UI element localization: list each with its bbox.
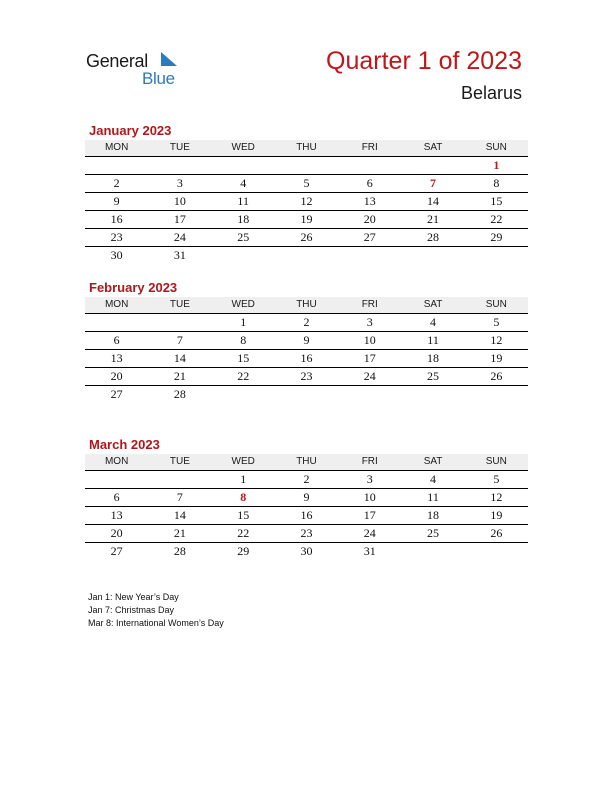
day-cell: 16 bbox=[110, 212, 123, 226]
empty-day-cell bbox=[401, 157, 464, 174]
brand-logo bbox=[86, 51, 196, 91]
empty-day-cell bbox=[338, 386, 401, 403]
weekday-label: SAT bbox=[423, 456, 443, 467]
day-cell: 9 bbox=[303, 490, 310, 504]
weekday-label: TUE bbox=[169, 299, 190, 310]
empty-day-cell bbox=[338, 247, 401, 264]
empty-day-cell bbox=[85, 471, 148, 488]
day-cell: 28 bbox=[173, 387, 186, 401]
day-cell: 3 bbox=[366, 472, 373, 486]
week-row bbox=[85, 543, 528, 560]
weekday-label: TUE bbox=[169, 142, 190, 153]
weekday-label: SAT bbox=[423, 142, 443, 153]
day-cell: 18 bbox=[427, 351, 440, 365]
day-cell: 5 bbox=[303, 176, 310, 190]
day-cell: 15 bbox=[237, 351, 250, 365]
week-row bbox=[85, 175, 528, 193]
weekday-label: WED bbox=[231, 142, 255, 153]
day-cell: 30 bbox=[110, 248, 123, 262]
day-cell: 4 bbox=[240, 176, 247, 190]
day-cell: 1 bbox=[240, 315, 247, 329]
weekday-label: SUN bbox=[485, 456, 507, 467]
day-cell: 6 bbox=[113, 333, 120, 347]
month-calendar-january bbox=[85, 122, 528, 264]
day-cell: 22 bbox=[490, 212, 503, 226]
month-calendar-march bbox=[85, 436, 528, 560]
day-cell: 3 bbox=[366, 315, 373, 329]
week-row bbox=[85, 247, 528, 264]
day-cell: 29 bbox=[237, 544, 250, 558]
day-cell: 7 bbox=[176, 490, 183, 504]
weekday-label: FRI bbox=[361, 456, 378, 467]
day-cell: 19 bbox=[300, 212, 313, 226]
empty-day-cell bbox=[212, 157, 275, 174]
day-cell: 28 bbox=[427, 230, 440, 244]
day-cell: 19 bbox=[490, 508, 503, 522]
day-cell: 17 bbox=[363, 508, 376, 522]
day-cell: 25 bbox=[427, 526, 440, 540]
day-cell: 12 bbox=[490, 490, 503, 504]
day-cell: 8 bbox=[240, 333, 247, 347]
weekday-header-row bbox=[85, 454, 528, 471]
week-row bbox=[85, 229, 528, 247]
day-cell: 31 bbox=[173, 248, 186, 262]
day-cell: 5 bbox=[493, 315, 500, 329]
day-cell: 9 bbox=[303, 333, 310, 347]
day-cell: 3 bbox=[176, 176, 183, 190]
day-cell: 14 bbox=[173, 508, 186, 522]
page-title: Quarter 1 of 2023 bbox=[326, 47, 522, 75]
logo-text-blue: Blue bbox=[142, 69, 175, 88]
weekday-label: SUN bbox=[485, 142, 507, 153]
day-cell: 12 bbox=[490, 333, 503, 347]
day-cell: 19 bbox=[490, 351, 503, 365]
day-cell: 18 bbox=[427, 508, 440, 522]
week-row bbox=[85, 314, 528, 332]
day-cell: 4 bbox=[430, 472, 437, 486]
logo-triangle-icon bbox=[159, 52, 179, 70]
country-name: Belarus bbox=[460, 83, 522, 103]
day-cell: 2 bbox=[303, 472, 310, 486]
day-cell: 16 bbox=[300, 351, 313, 365]
day-cell: 8 bbox=[493, 176, 500, 190]
day-cell: 24 bbox=[363, 526, 376, 540]
empty-day-cell bbox=[148, 157, 211, 174]
weekday-label: THU bbox=[296, 456, 317, 467]
empty-day-cell bbox=[338, 157, 401, 174]
day-cell: 26 bbox=[490, 369, 503, 383]
day-cell: 7 bbox=[176, 333, 183, 347]
day-cell: 11 bbox=[427, 333, 439, 347]
weekday-label: SAT bbox=[423, 299, 443, 310]
day-cell: 15 bbox=[490, 194, 503, 208]
day-cell: 17 bbox=[363, 351, 376, 365]
empty-day-cell bbox=[212, 386, 275, 403]
week-row bbox=[85, 525, 528, 543]
week-row bbox=[85, 350, 528, 368]
weekday-label: MON bbox=[104, 456, 129, 467]
day-cell: 21 bbox=[173, 369, 186, 383]
weekday-label: FRI bbox=[361, 299, 378, 310]
weekday-label: WED bbox=[231, 299, 255, 310]
empty-day-cell bbox=[465, 386, 528, 403]
day-cell: 1 bbox=[240, 472, 247, 486]
month-title: March 2023 bbox=[89, 437, 160, 452]
empty-day-cell bbox=[148, 471, 211, 488]
empty-day-cell bbox=[85, 157, 148, 174]
holiday-day-cell: 8 bbox=[240, 490, 247, 504]
empty-day-cell bbox=[401, 543, 464, 560]
day-cell: 24 bbox=[173, 230, 186, 244]
weekday-label: THU bbox=[296, 142, 317, 153]
day-cell: 15 bbox=[237, 508, 250, 522]
holiday-day-cell: 7 bbox=[430, 176, 437, 190]
month-calendar-february bbox=[85, 279, 528, 403]
empty-day-cell bbox=[465, 247, 528, 264]
weekday-label: MON bbox=[104, 142, 129, 153]
weekday-label: MON bbox=[104, 299, 129, 310]
day-cell: 5 bbox=[493, 472, 500, 486]
day-cell: 23 bbox=[300, 526, 313, 540]
day-cell: 27 bbox=[110, 387, 123, 401]
holiday-notes bbox=[88, 591, 224, 630]
month-title: February 2023 bbox=[89, 280, 178, 295]
empty-day-cell bbox=[401, 247, 464, 264]
day-cell: 11 bbox=[237, 194, 249, 208]
day-cell: 4 bbox=[430, 315, 437, 329]
day-cell: 26 bbox=[490, 526, 503, 540]
day-cell: 13 bbox=[363, 194, 376, 208]
day-cell: 18 bbox=[237, 212, 250, 226]
day-cell: 21 bbox=[427, 212, 440, 226]
empty-day-cell bbox=[275, 247, 338, 264]
day-cell: 6 bbox=[366, 176, 373, 190]
holiday-note: Jan 1: New Year’s Day bbox=[88, 592, 179, 602]
day-cell: 17 bbox=[173, 212, 186, 226]
day-cell: 25 bbox=[237, 230, 250, 244]
day-cell: 20 bbox=[363, 212, 376, 226]
day-cell: 14 bbox=[427, 194, 440, 208]
weekday-label: TUE bbox=[169, 456, 190, 467]
day-cell: 14 bbox=[173, 351, 186, 365]
month-title: January 2023 bbox=[89, 123, 172, 138]
day-cell: 12 bbox=[300, 194, 313, 208]
day-cell: 27 bbox=[110, 544, 123, 558]
day-cell: 23 bbox=[110, 230, 123, 244]
weekday-label: SUN bbox=[485, 299, 507, 310]
day-cell: 20 bbox=[110, 526, 123, 540]
weekday-header-row bbox=[85, 297, 528, 314]
week-row bbox=[85, 211, 528, 229]
day-cell: 10 bbox=[173, 194, 186, 208]
week-row bbox=[85, 471, 528, 489]
empty-day-cell bbox=[148, 314, 211, 331]
day-cell: 24 bbox=[363, 369, 376, 383]
week-row bbox=[85, 332, 528, 350]
weekday-label: WED bbox=[231, 456, 255, 467]
empty-day-cell bbox=[465, 543, 528, 560]
week-row bbox=[85, 193, 528, 211]
week-row bbox=[85, 368, 528, 386]
day-cell: 21 bbox=[173, 526, 186, 540]
day-cell: 27 bbox=[363, 230, 376, 244]
holiday-note: Mar 8: International Women’s Day bbox=[88, 618, 224, 628]
day-cell: 25 bbox=[427, 369, 440, 383]
week-row bbox=[85, 157, 528, 175]
day-cell: 22 bbox=[237, 369, 250, 383]
day-cell: 23 bbox=[300, 369, 313, 383]
day-cell: 16 bbox=[300, 508, 313, 522]
day-cell: 10 bbox=[363, 333, 376, 347]
day-cell: 2 bbox=[113, 176, 120, 190]
day-cell: 31 bbox=[363, 544, 376, 558]
empty-day-cell bbox=[275, 157, 338, 174]
weekday-header-row bbox=[85, 140, 528, 157]
weekday-label: THU bbox=[296, 299, 317, 310]
day-cell: 26 bbox=[300, 230, 313, 244]
empty-day-cell bbox=[212, 247, 275, 264]
empty-day-cell bbox=[401, 386, 464, 403]
day-cell: 13 bbox=[110, 508, 123, 522]
day-cell: 22 bbox=[237, 526, 250, 540]
week-row bbox=[85, 386, 528, 403]
day-cell: 11 bbox=[427, 490, 439, 504]
day-cell: 10 bbox=[363, 490, 376, 504]
weekday-label: FRI bbox=[361, 142, 378, 153]
empty-day-cell bbox=[275, 386, 338, 403]
day-cell: 9 bbox=[113, 194, 120, 208]
day-cell: 20 bbox=[110, 369, 123, 383]
logo-text-general: General bbox=[86, 51, 148, 71]
empty-day-cell bbox=[85, 314, 148, 331]
week-row bbox=[85, 507, 528, 525]
day-cell: 30 bbox=[300, 544, 313, 558]
day-cell: 6 bbox=[113, 490, 120, 504]
week-row bbox=[85, 489, 528, 507]
holiday-day-cell: 1 bbox=[493, 158, 500, 172]
day-cell: 28 bbox=[173, 544, 186, 558]
day-cell: 13 bbox=[110, 351, 123, 365]
day-cell: 2 bbox=[303, 315, 310, 329]
holiday-note: Jan 7: Christmas Day bbox=[88, 605, 175, 615]
day-cell: 29 bbox=[490, 230, 503, 244]
